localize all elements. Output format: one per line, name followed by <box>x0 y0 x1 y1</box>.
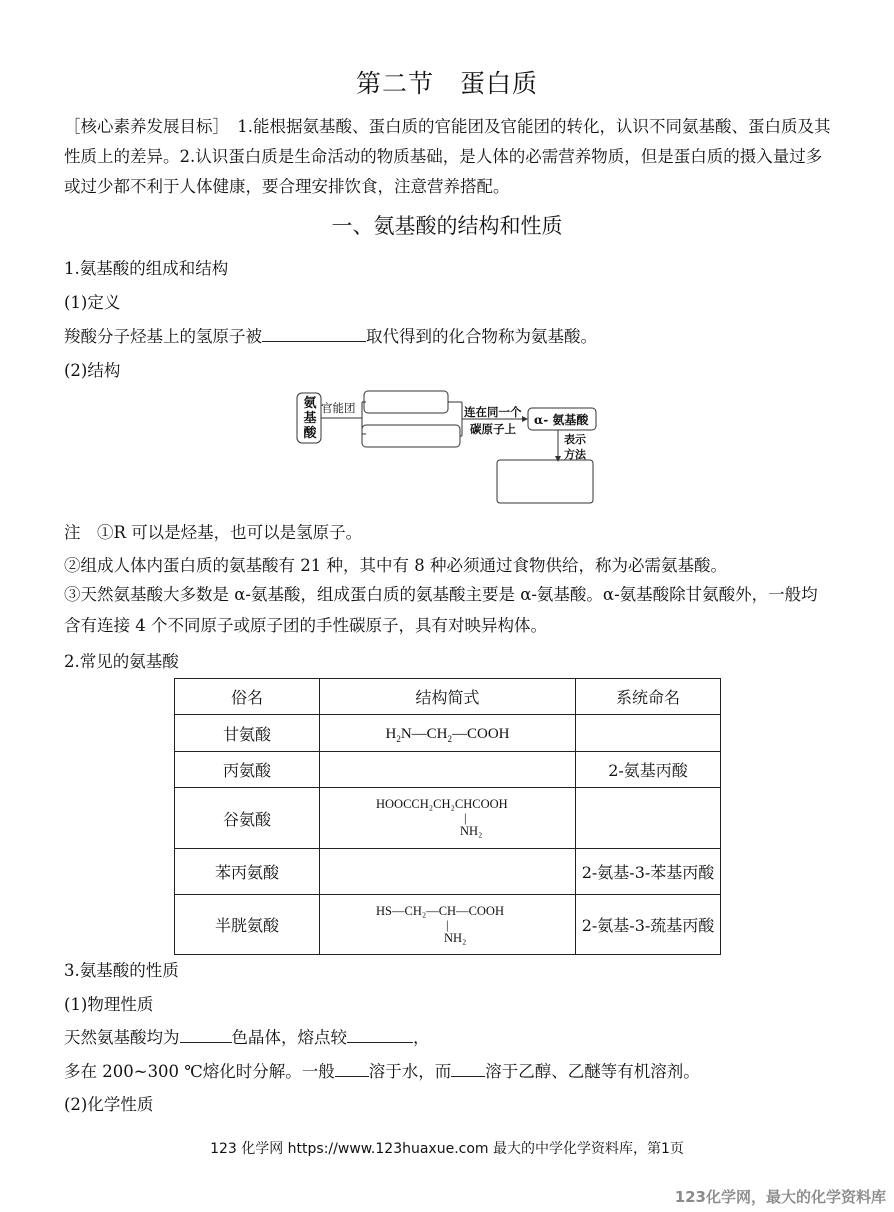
cysteine-formula-top: HS—CH₂—CH—COOH <box>376 903 504 918</box>
cell-structure-glycine <box>320 715 576 752</box>
structure-diagram <box>294 390 604 510</box>
title-topic: 蛋白质 <box>460 69 539 98</box>
cell-name-glycine: 甘氨酸 <box>175 715 320 752</box>
glutamic-acid-formula <box>376 797 575 839</box>
subheading-common-amino-acids: 2.常见的氨基酸 <box>64 652 179 671</box>
cell-structure-alanine[interactable] <box>320 752 576 788</box>
table-header-row <box>175 679 721 715</box>
cell-structure-phenylalanine[interactable] <box>320 849 576 895</box>
fill-blank-definition[interactable] <box>262 325 366 342</box>
fill-blank-color[interactable] <box>180 1026 232 1043</box>
fill-blank-melting-point[interactable] <box>347 1026 413 1043</box>
arrow-head-right <box>522 416 528 422</box>
definition-text-end: 取代得到的化合物称为氨基酸。 <box>366 327 597 346</box>
header-structure: 结构简式 <box>320 679 576 715</box>
header-systematic-name: 系统命名 <box>576 679 721 715</box>
note-1: 注 ①R 可以是烃基，也可以是氢原子。 <box>64 523 363 542</box>
physical-properties-line2: 多在 200~300 ℃熔化时分解。一般 溶于水，而 溶于乙醇、乙醚等有机溶剂。 <box>64 1062 700 1081</box>
definition-text-start: 羧酸分子烃基上的氢原子被 <box>64 327 262 346</box>
note-3: ③天然氨基酸大多数是 α-氨基酸，组成蛋白质的氨基酸主要是 α-氨基酸。α-氨基酸除甘氨酸外，一般均含有连接 4 个不同原子或原子团的手性碳原子，具有对映异构体。 <box>64 585 818 635</box>
table-row <box>175 895 721 955</box>
fill-blank-organic-solubility[interactable] <box>451 1060 485 1077</box>
section-heading-amino-acids: 一、氨基酸的结构和性质 <box>331 214 563 238</box>
functional-group-label: 官能团 <box>321 401 356 415</box>
note-2: ②组成人体内蛋白质的氨基酸有 21 种，其中有 8 种必须通过食物供给，称为必需氨基酸。 <box>64 556 727 575</box>
table-row <box>175 752 721 788</box>
representation-blank-box[interactable] <box>497 460 593 503</box>
alpha-amino-acid-label: α- 氨基酸 <box>534 413 589 427</box>
page-footer: 123 化学网 https://www.123huaxue.com 最大的中学化学资料库，第1页 <box>210 1141 684 1157</box>
representation-label-line1: 表示 <box>564 433 586 446</box>
representation-label-line2: 方法 <box>564 448 586 461</box>
cell-name-phenylalanine: 苯丙氨酸 <box>175 849 320 895</box>
core-goals-paragraph: ［核心素养发展目标］ 1.能根据氨基酸、蛋白质的官能团及官能团的转化，认识不同氨基酸、蛋白质及其性质上的差异。2.认识蛋白质是生命活动的物质基础，是人体的必需营养物质，但是蛋白质的摄入量过多或过少都不利于人体健康，要合理安排饮食，注意营养搭配。 <box>64 117 831 196</box>
cell-iupac-cysteine: 2-氨基-3-巯基丙酸 <box>576 895 721 955</box>
physical-properties-line1: 天然氨基酸均为 色晶体，熔点较 ， <box>64 1028 430 1047</box>
watermark: 123化学网，最大的化学资料库 <box>674 1188 886 1206</box>
definition-sentence <box>64 323 597 347</box>
cell-name-cysteine: 半胱氨酸 <box>175 895 320 955</box>
cysteine-formula-bottom: NH₂ <box>444 930 467 945</box>
cysteine-bond: | <box>446 917 449 932</box>
fill-blank-water-solubility[interactable] <box>335 1060 369 1077</box>
table-row <box>175 788 721 849</box>
arrow-head-down <box>555 456 561 462</box>
page-title <box>0 64 894 100</box>
definition-label: (1)定义 <box>64 293 121 312</box>
cell-iupac-glycine[interactable] <box>576 715 721 752</box>
connect-label-line1: 连在同一个 <box>464 405 522 419</box>
glutamic-acid-bond: | <box>464 811 467 825</box>
cysteine-formula <box>376 904 575 946</box>
header-common-name: 俗名 <box>175 679 320 715</box>
table-row <box>175 849 721 895</box>
table-row <box>175 715 721 752</box>
structure-label: (2)结构 <box>64 361 121 380</box>
cell-iupac-glutamic-acid[interactable] <box>576 788 721 849</box>
cell-name-glutamic-acid: 谷氨酸 <box>175 788 320 849</box>
amino-acid-table <box>174 678 721 955</box>
functional-group-blank-1[interactable] <box>364 391 448 413</box>
glycine-formula: $H_2N—CH_2—COOH$ <box>385 725 510 744</box>
cell-structure-cysteine <box>320 895 576 955</box>
physical-properties-label: (1)物理性质 <box>64 995 154 1014</box>
cell-iupac-phenylalanine: 2-氨基-3-苯基丙酸 <box>576 849 721 895</box>
cell-iupac-alanine: 2-氨基丙酸 <box>576 752 721 788</box>
glutamic-acid-formula-bottom: NH₂ <box>460 824 483 838</box>
functional-group-blank-2[interactable] <box>362 425 460 447</box>
cell-structure-glutamic-acid <box>320 788 576 849</box>
glutamic-acid-formula-top: HOOCCH₂CH₂CHCOOH <box>376 797 508 811</box>
connect-label-line2: 碳原子上 <box>470 422 516 436</box>
cell-name-alanine: 丙氨酸 <box>175 752 320 788</box>
chemical-properties-label: (2)化学性质 <box>64 1095 154 1114</box>
title-section-number: 第二节 <box>355 69 434 98</box>
amino-acid-box-label: 氨基酸 <box>303 396 317 441</box>
subheading-properties: 3.氨基酸的性质 <box>64 961 179 980</box>
subheading-composition: 1.氨基酸的组成和结构 <box>64 259 229 278</box>
